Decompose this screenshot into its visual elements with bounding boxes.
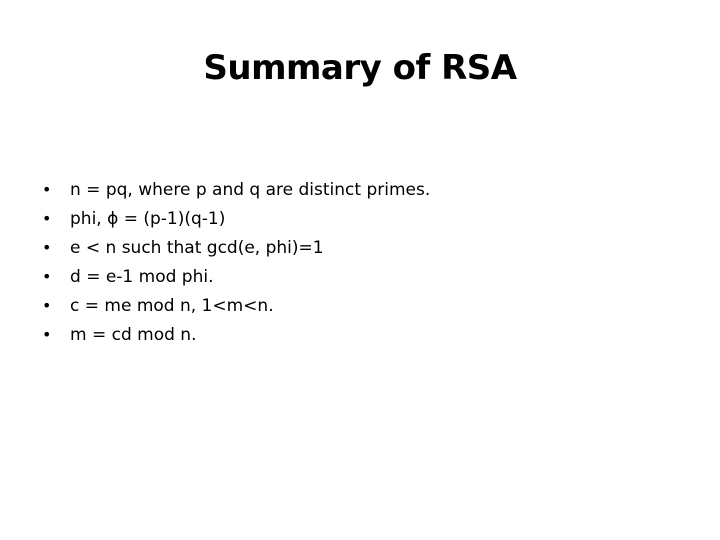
bullet-text: d = e-1 mod phi. bbox=[70, 267, 214, 287]
bullet-icon: • bbox=[42, 296, 52, 315]
bullet-item bbox=[42, 233, 682, 262]
bullet-text: c = me mod n, 1<m<n. bbox=[70, 296, 274, 316]
bullet-item bbox=[42, 262, 682, 291]
bullet-list bbox=[42, 175, 682, 349]
bullet-item bbox=[42, 175, 682, 204]
bullet-item bbox=[42, 204, 682, 233]
bullet-icon: • bbox=[42, 238, 52, 257]
bullet-icon: • bbox=[42, 325, 52, 344]
bullet-item bbox=[42, 320, 682, 349]
bullet-text: phi, ϕ = (p-1)(q-1) bbox=[70, 209, 226, 229]
bullet-text: e < n such that gcd(e, phi)=1 bbox=[70, 238, 324, 258]
bullet-text: n = pq, where p and q are distinct primes. bbox=[70, 180, 431, 200]
bullet-text: m = cd mod n. bbox=[70, 325, 197, 345]
bullet-icon: • bbox=[42, 209, 52, 228]
slide-title: Summary of RSA bbox=[203, 48, 517, 88]
bullet-item bbox=[42, 291, 682, 320]
bullet-icon: • bbox=[42, 180, 52, 199]
bullet-icon: • bbox=[42, 267, 52, 286]
